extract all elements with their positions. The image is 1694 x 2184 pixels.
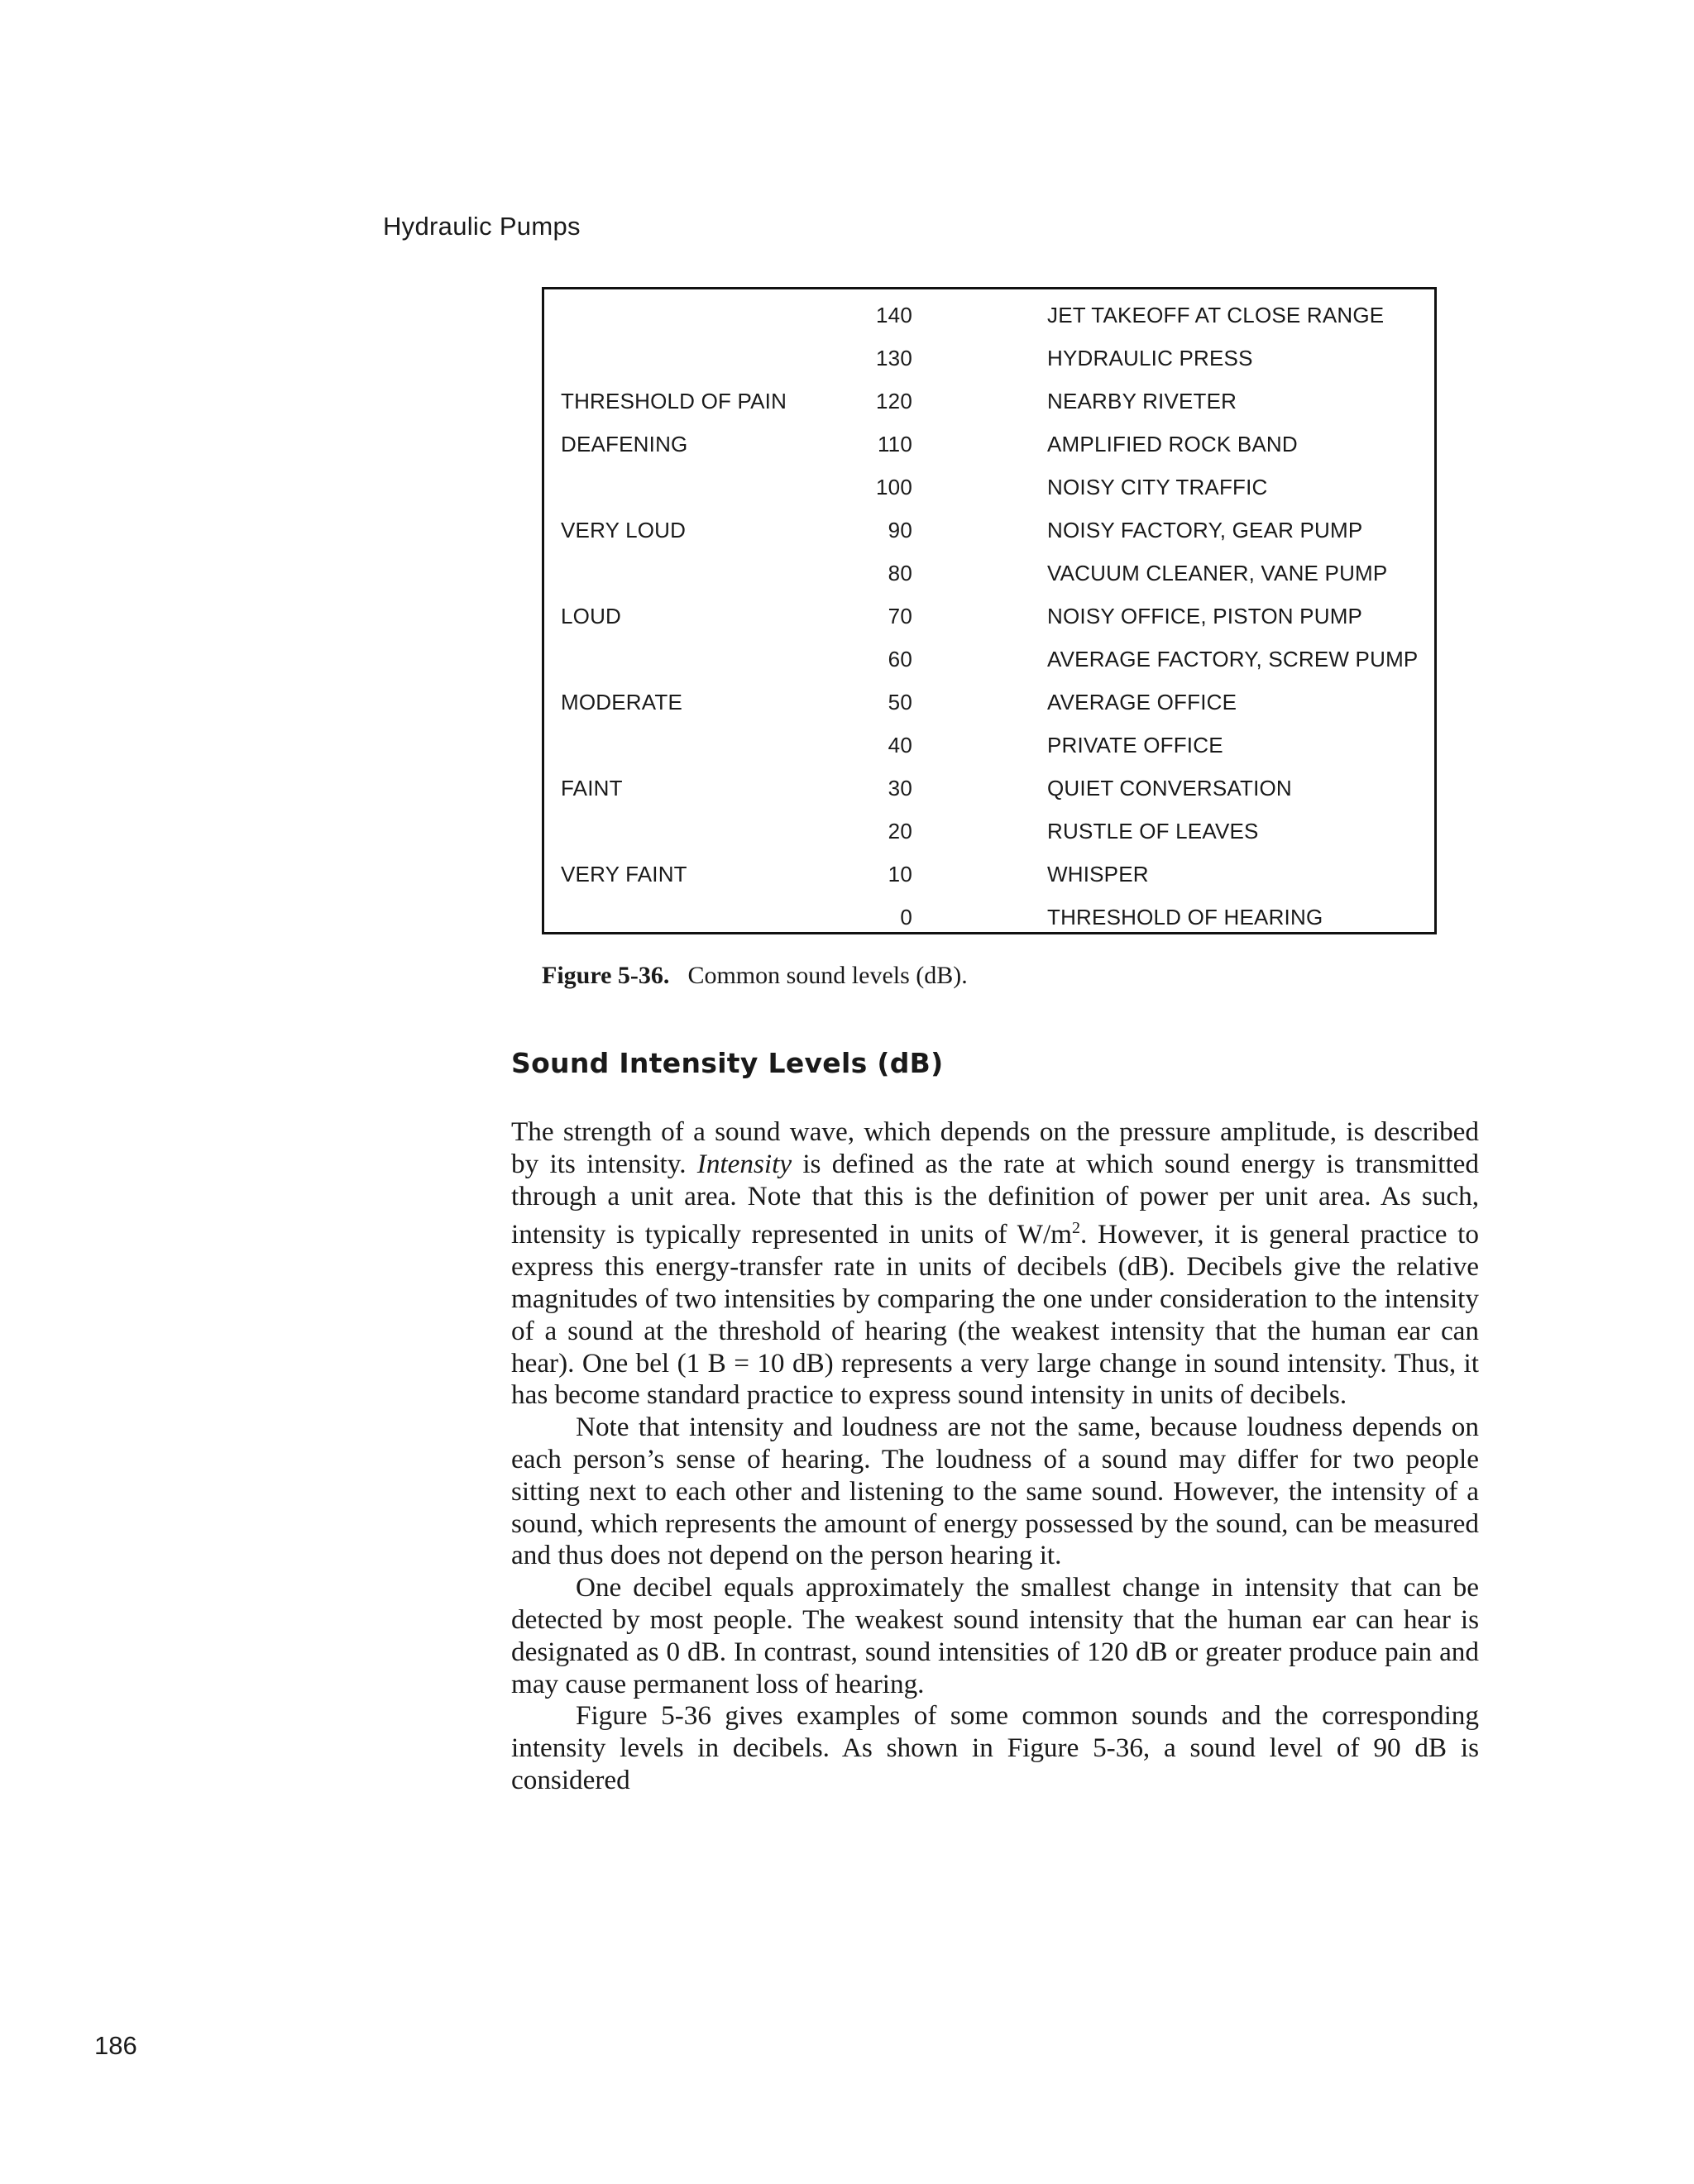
row-description: LOUD [561, 604, 622, 628]
row-description: THRESHOLD OF PAIN [561, 389, 787, 413]
paragraph-4: Figure 5-36 gives examples of some common sounds and the corresponding intensity levels in decibels. As shown in Figure 5-36, a sound level of 90 dB is considered [511, 1700, 1479, 1795]
body-text [511, 1116, 1479, 1797]
row-example: RUSTLE OF LEAVES [1047, 819, 1259, 843]
page-number: 186 [94, 2031, 137, 2060]
figure-caption [542, 962, 968, 990]
row-description: VERY FAINT [561, 862, 687, 887]
row-description: MODERATE [561, 690, 683, 714]
paragraph-1-text-b: is defined as the rate at which sound energy is transmitted through a unit area. Note that this is the definition of power per unit area. As such, intensity is typically represented in units of W/m [511, 1148, 1479, 1250]
table-row [544, 552, 1434, 595]
row-example: HYDRAULIC PRESS [1047, 346, 1253, 370]
table-row [544, 896, 1434, 939]
paragraph-1-superscript: 2 [1072, 1219, 1080, 1238]
row-db-value: 120 [876, 389, 912, 413]
paragraph-1-text-a: The strength of a sound wave, which depends on the pressure amplitude, is described by its intensity. [511, 1116, 1479, 1179]
row-db-value: 10 [888, 862, 912, 887]
row-db-value: 0 [900, 905, 912, 930]
row-example: NEARBY RIVETER [1047, 389, 1237, 413]
paragraph-1 [511, 1116, 1479, 1412]
row-db-value: 140 [876, 303, 912, 327]
row-example: NOISY OFFICE, PISTON PUMP [1047, 604, 1363, 628]
figure-caption-text: Common sound levels (dB). [687, 962, 968, 989]
row-db-value: 80 [888, 561, 912, 585]
row-description: FAINT [561, 776, 623, 800]
table-row [544, 853, 1434, 896]
running-head: Hydraulic Pumps [383, 212, 581, 241]
row-db-value: 30 [888, 776, 912, 800]
row-db-value: 90 [888, 518, 912, 542]
table-row [544, 509, 1434, 552]
row-example: AVERAGE OFFICE [1047, 690, 1237, 714]
table-row [544, 423, 1434, 466]
row-example: THRESHOLD OF HEARING [1047, 905, 1323, 930]
row-db-value: 50 [888, 690, 912, 714]
row-db-value: 130 [876, 346, 912, 370]
row-db-value: 110 [877, 432, 912, 456]
table-row [544, 337, 1434, 380]
table-row [544, 380, 1434, 423]
table-row [544, 767, 1434, 810]
table-row [544, 294, 1434, 337]
paragraph-1-italic-term: Intensity [696, 1148, 792, 1179]
row-db-value: 40 [888, 733, 912, 757]
table-row [544, 466, 1434, 509]
row-description: DEAFENING [561, 432, 688, 456]
sound-level-figure [542, 287, 1437, 934]
row-db-value: 100 [876, 475, 912, 499]
table-row [544, 595, 1434, 638]
table-row [544, 638, 1434, 681]
row-example: NOISY FACTORY, GEAR PUMP [1047, 518, 1363, 542]
table-row [544, 724, 1434, 767]
row-example: JET TAKEOFF AT CLOSE RANGE [1047, 303, 1385, 327]
table-row [544, 681, 1434, 724]
row-example: WHISPER [1047, 862, 1149, 887]
row-db-value: 70 [888, 604, 912, 628]
row-example: QUIET CONVERSATION [1047, 776, 1292, 800]
paragraph-2: Note that intensity and loudness are not the same, because loudness depends on each person’s sense of hearing. The loudness of a sound may differ for two people sitting next to each other and listening to the same sound. However, the intensity of a sound, which represents the amount of energy possessed by the sound, can be measured and thus does not depend on the person hearing it. [511, 1412, 1479, 1571]
figure-caption-label: Figure 5-36. [542, 962, 670, 989]
row-description: VERY LOUD [561, 518, 687, 542]
paragraph-1-text-c: . However, it is general practice to express this energy-transfer rate in units of decibels (dB). Decibels give the relative magnitudes of two intensities by comparing the one under consideration to the intensity of a sound at the threshold of hearing (the weakest intensity that the human ear can hear). One bel (1 B = 10 dB) represents a very large change in sound intensity. Thus, it has become standard practice to express sound intensity in units of decibels. [511, 1219, 1479, 1411]
row-example: PRIVATE OFFICE [1047, 733, 1223, 757]
row-db-value: 60 [888, 647, 912, 671]
row-example: VACUUM CLEANER, VANE PUMP [1047, 561, 1388, 585]
paragraph-3: One decibel equals approximately the smallest change in intensity that can be detected by most people. The weakest sound intensity that the human ear can hear is designated as 0 dB. In contrast, sound intensities of 120 dB or greater produce pain and may cause permanent loss of hearing. [511, 1572, 1479, 1699]
row-example: AMPLIFIED ROCK BAND [1047, 432, 1298, 456]
table-row [544, 810, 1434, 853]
row-example: NOISY CITY TRAFFIC [1047, 475, 1268, 499]
row-example: AVERAGE FACTORY, SCREW PUMP [1047, 647, 1419, 671]
section-heading: Sound Intensity Levels (dB) [511, 1047, 944, 1079]
row-db-value: 20 [888, 819, 912, 843]
